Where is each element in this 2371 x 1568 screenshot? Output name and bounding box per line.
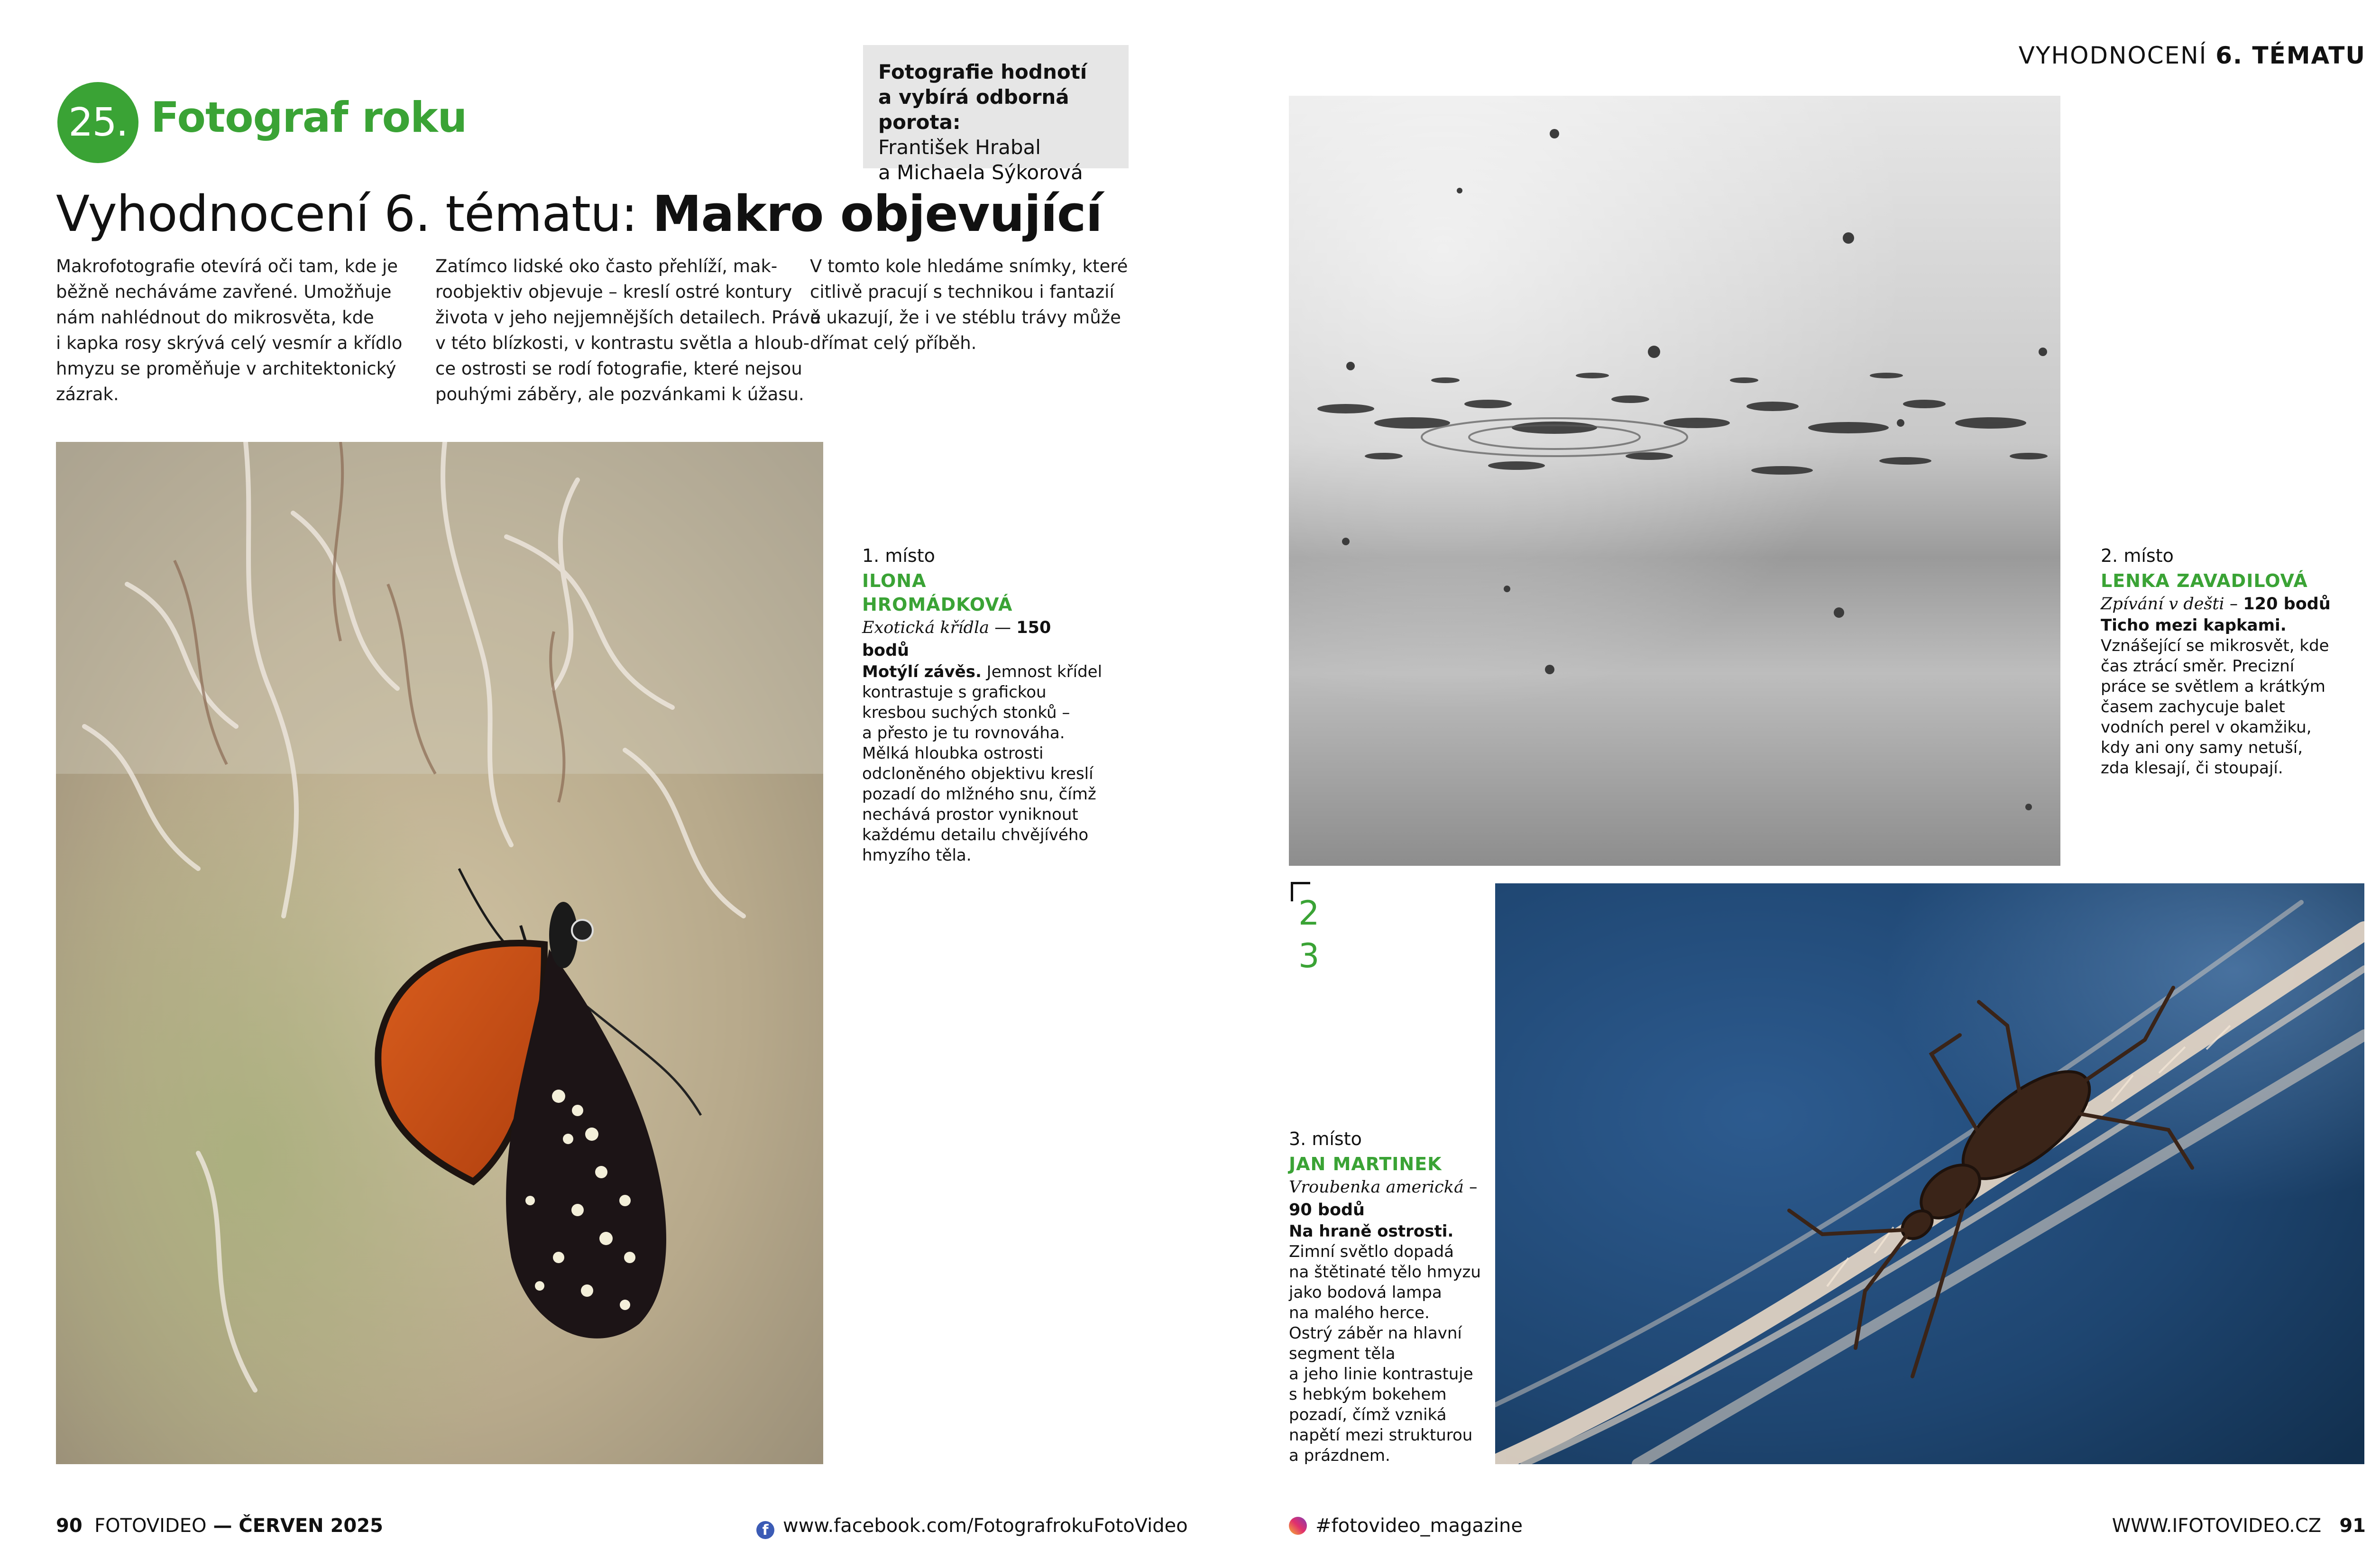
third-place-title: Vroubenka americká xyxy=(1289,1178,1464,1197)
water-drops-photo xyxy=(1289,96,2060,866)
running-head-bold: 6. TÉMATU xyxy=(2215,42,2366,69)
desc-line: kdy ani ony samy netuší, xyxy=(2101,738,2303,757)
third-place-caption xyxy=(1289,1128,1488,1466)
facebook-icon: f xyxy=(756,1521,774,1539)
second-place-author: LENKA ZAVADILOVÁ xyxy=(2101,570,2308,591)
footer-website[interactable]: WWW.IFOTOVIDEO.CZ xyxy=(2112,1515,2322,1537)
third-place-points: 90 bodů xyxy=(1289,1201,1365,1220)
desc-line: zda klesají, či stoupají. xyxy=(2101,759,2283,778)
jury-line-2: a vybírá odborná porota: xyxy=(878,85,1069,134)
intro-line: běžně necháváme zavřené. Umožňuje xyxy=(56,282,392,302)
desc-line: odcloněného objektivu kreslí xyxy=(862,764,1094,783)
third-place-work xyxy=(1289,1176,1488,1221)
desc-line: a přesto je tu rovnováha. xyxy=(862,724,1065,743)
second-place-lead: Ticho mezi kapkami. xyxy=(2101,616,2287,635)
desc-line: jako bodová lampa xyxy=(1289,1283,1442,1302)
desc-line: a jeho linie kontrastuje xyxy=(1289,1365,1473,1384)
intro-column-2 xyxy=(435,254,821,407)
second-place-points: 120 bodů xyxy=(2243,595,2331,614)
desc-line: napětí mezi strukturou xyxy=(1289,1426,1473,1445)
intro-line: dřímat celý příběh. xyxy=(810,333,977,353)
desc-line: každému detailu chvějívého xyxy=(862,825,1089,844)
second-place-work xyxy=(2101,593,2371,615)
butterfly-photo xyxy=(56,442,823,1464)
footer-magazine: FOTOVIDEO xyxy=(94,1515,207,1537)
third-place-author: JAN MARTINEK xyxy=(1289,1154,1442,1174)
page-title-bold: Makro objevující xyxy=(652,185,1103,243)
first-place-work xyxy=(862,616,1061,662)
jury-line-4: a Michaela Sýkorová xyxy=(878,161,1083,184)
intro-line: v této blízkosti, v kontrastu světla a hloub- xyxy=(435,333,810,353)
desc-line: na štětinaté tělo hmyzu xyxy=(1289,1263,1481,1282)
desc-line: a prázdnem. xyxy=(1289,1446,1390,1465)
bug-photo xyxy=(1495,883,2364,1464)
first-place-dash: — xyxy=(989,618,1017,637)
third-place-lead: Na hraně ostrosti. xyxy=(1289,1222,1454,1241)
running-head xyxy=(2019,42,2366,69)
first-place-description xyxy=(862,662,1103,866)
intro-line: citlivě pracují s technikou i fantazií xyxy=(810,282,1114,302)
intro-line: nám nahlédnout do mikrosvěta, kde xyxy=(56,307,374,328)
desc-line: hmyzího těla. xyxy=(862,846,972,865)
desc-line: kresbou suchých stonků – xyxy=(862,703,1070,722)
second-place-dash: – xyxy=(2224,595,2243,614)
intro-line: V tomto kole hledáme snímky, které xyxy=(810,256,1128,276)
third-place-description xyxy=(1289,1221,1488,1466)
footer-dash: — xyxy=(206,1515,239,1537)
marker-number-3: 3 xyxy=(1298,936,1320,975)
intro-line: a ukazují, že i ve stéblu trávy může xyxy=(810,307,1121,328)
first-place-title: Exotická křídla xyxy=(862,618,990,637)
footer-page-number-right: 91 xyxy=(2339,1515,2366,1537)
desc-line: Jemnost křídel xyxy=(981,662,1103,681)
marker-number-2: 2 xyxy=(1298,894,1320,933)
section-number-badge xyxy=(57,82,138,163)
desc-line: kontrastuje s grafickou xyxy=(862,683,1047,702)
third-place-rank: 3. místo xyxy=(1289,1128,1362,1149)
second-place-rank: 2. místo xyxy=(2101,545,2174,566)
first-place-lead: Motýlí závěs. xyxy=(862,662,982,681)
running-head-prefix: VYHODNOCENÍ xyxy=(2018,42,2216,69)
desc-line: časem zachycuje balet xyxy=(2101,697,2285,716)
first-place-points: 150 bodů xyxy=(862,618,1051,660)
desc-line: pozadí, čímž vzniká xyxy=(1289,1405,1447,1424)
facebook-link[interactable]: www.facebook.com/FotografrokuFotoVideo xyxy=(783,1515,1188,1537)
intro-column-1 xyxy=(56,254,407,407)
first-place-author: ILONA HROMÁDKOVÁ xyxy=(862,570,1013,615)
desc-line: na malého herce. xyxy=(1289,1303,1430,1322)
jury-box xyxy=(863,45,1129,184)
intro-line: zázrak. xyxy=(56,384,119,404)
footer-left xyxy=(56,1515,383,1537)
instagram-hashtag[interactable]: #fotovideo_magazine xyxy=(1315,1515,1523,1537)
page-title-prefix: Vyhodnocení 6. tématu: xyxy=(56,185,652,243)
footer-issue: ČERVEN 2025 xyxy=(239,1515,383,1537)
intro-line: hmyzu se proměňuje v architektonický xyxy=(56,358,396,379)
intro-line: i kapka rosy skrývá celý vesmír a křídlo xyxy=(56,333,403,353)
desc-line: čas ztrácí směr. Precizní xyxy=(2101,657,2295,676)
intro-line: Zatímco lidské oko často přehlíží, mak- xyxy=(435,256,778,276)
intro-line: roobjektiv objevuje – kreslí ostré kontury xyxy=(435,282,792,302)
second-place-caption xyxy=(2101,544,2371,779)
second-place-description xyxy=(2101,615,2371,779)
desc-line: Zimní světlo dopadá xyxy=(1289,1242,1454,1261)
jury-line-1: Fotografie hodnotí xyxy=(878,60,1087,83)
intro-line: pouhými záběry, ale pozvánkami k úžasu. xyxy=(435,384,804,404)
desc-line: Vznášející se mikrosvět, kde xyxy=(2101,636,2329,655)
desc-line: práce se světlem a krátkým xyxy=(2101,677,2325,696)
footer-right xyxy=(2112,1515,2366,1537)
footer-page-number-left: 90 xyxy=(56,1515,83,1537)
second-place-title: Zpívání v dešti xyxy=(2101,595,2224,614)
desc-line: Ostrý záběr na hlavní xyxy=(1289,1324,1462,1343)
intro-column-3 xyxy=(810,254,1161,356)
desc-line: pozadí do mlžného snu, čímž xyxy=(862,785,1096,804)
intro-line: ce ostrosti se rodí fotografie, které nejsou xyxy=(435,358,802,379)
footer-facebook[interactable] xyxy=(756,1515,1188,1539)
instagram-icon xyxy=(1289,1517,1307,1535)
section-title: Fotograf roku xyxy=(151,93,467,142)
desc-line: vodních perel v okamžiku, xyxy=(2101,718,2312,737)
first-place-rank: 1. místo xyxy=(862,545,935,566)
desc-line: segment těla xyxy=(1289,1344,1396,1363)
intro-line: Makrofotografie otevírá oči tam, kde je xyxy=(56,256,398,276)
section-number: 25. xyxy=(68,100,128,145)
page-title xyxy=(56,185,1102,243)
intro-line: života v jeho nejjemnějších detailech. Právě xyxy=(435,307,821,328)
footer-instagram[interactable] xyxy=(1289,1515,1523,1537)
jury-line-3: František Hrabal xyxy=(878,136,1041,159)
first-place-caption xyxy=(862,544,1103,866)
desc-line: s hebkým bokehem xyxy=(1289,1385,1447,1404)
desc-line: nechává prostor vyniknout xyxy=(862,805,1078,824)
third-place-dash: – xyxy=(1463,1178,1478,1197)
desc-line: Mělká hloubka ostrosti xyxy=(862,744,1044,763)
